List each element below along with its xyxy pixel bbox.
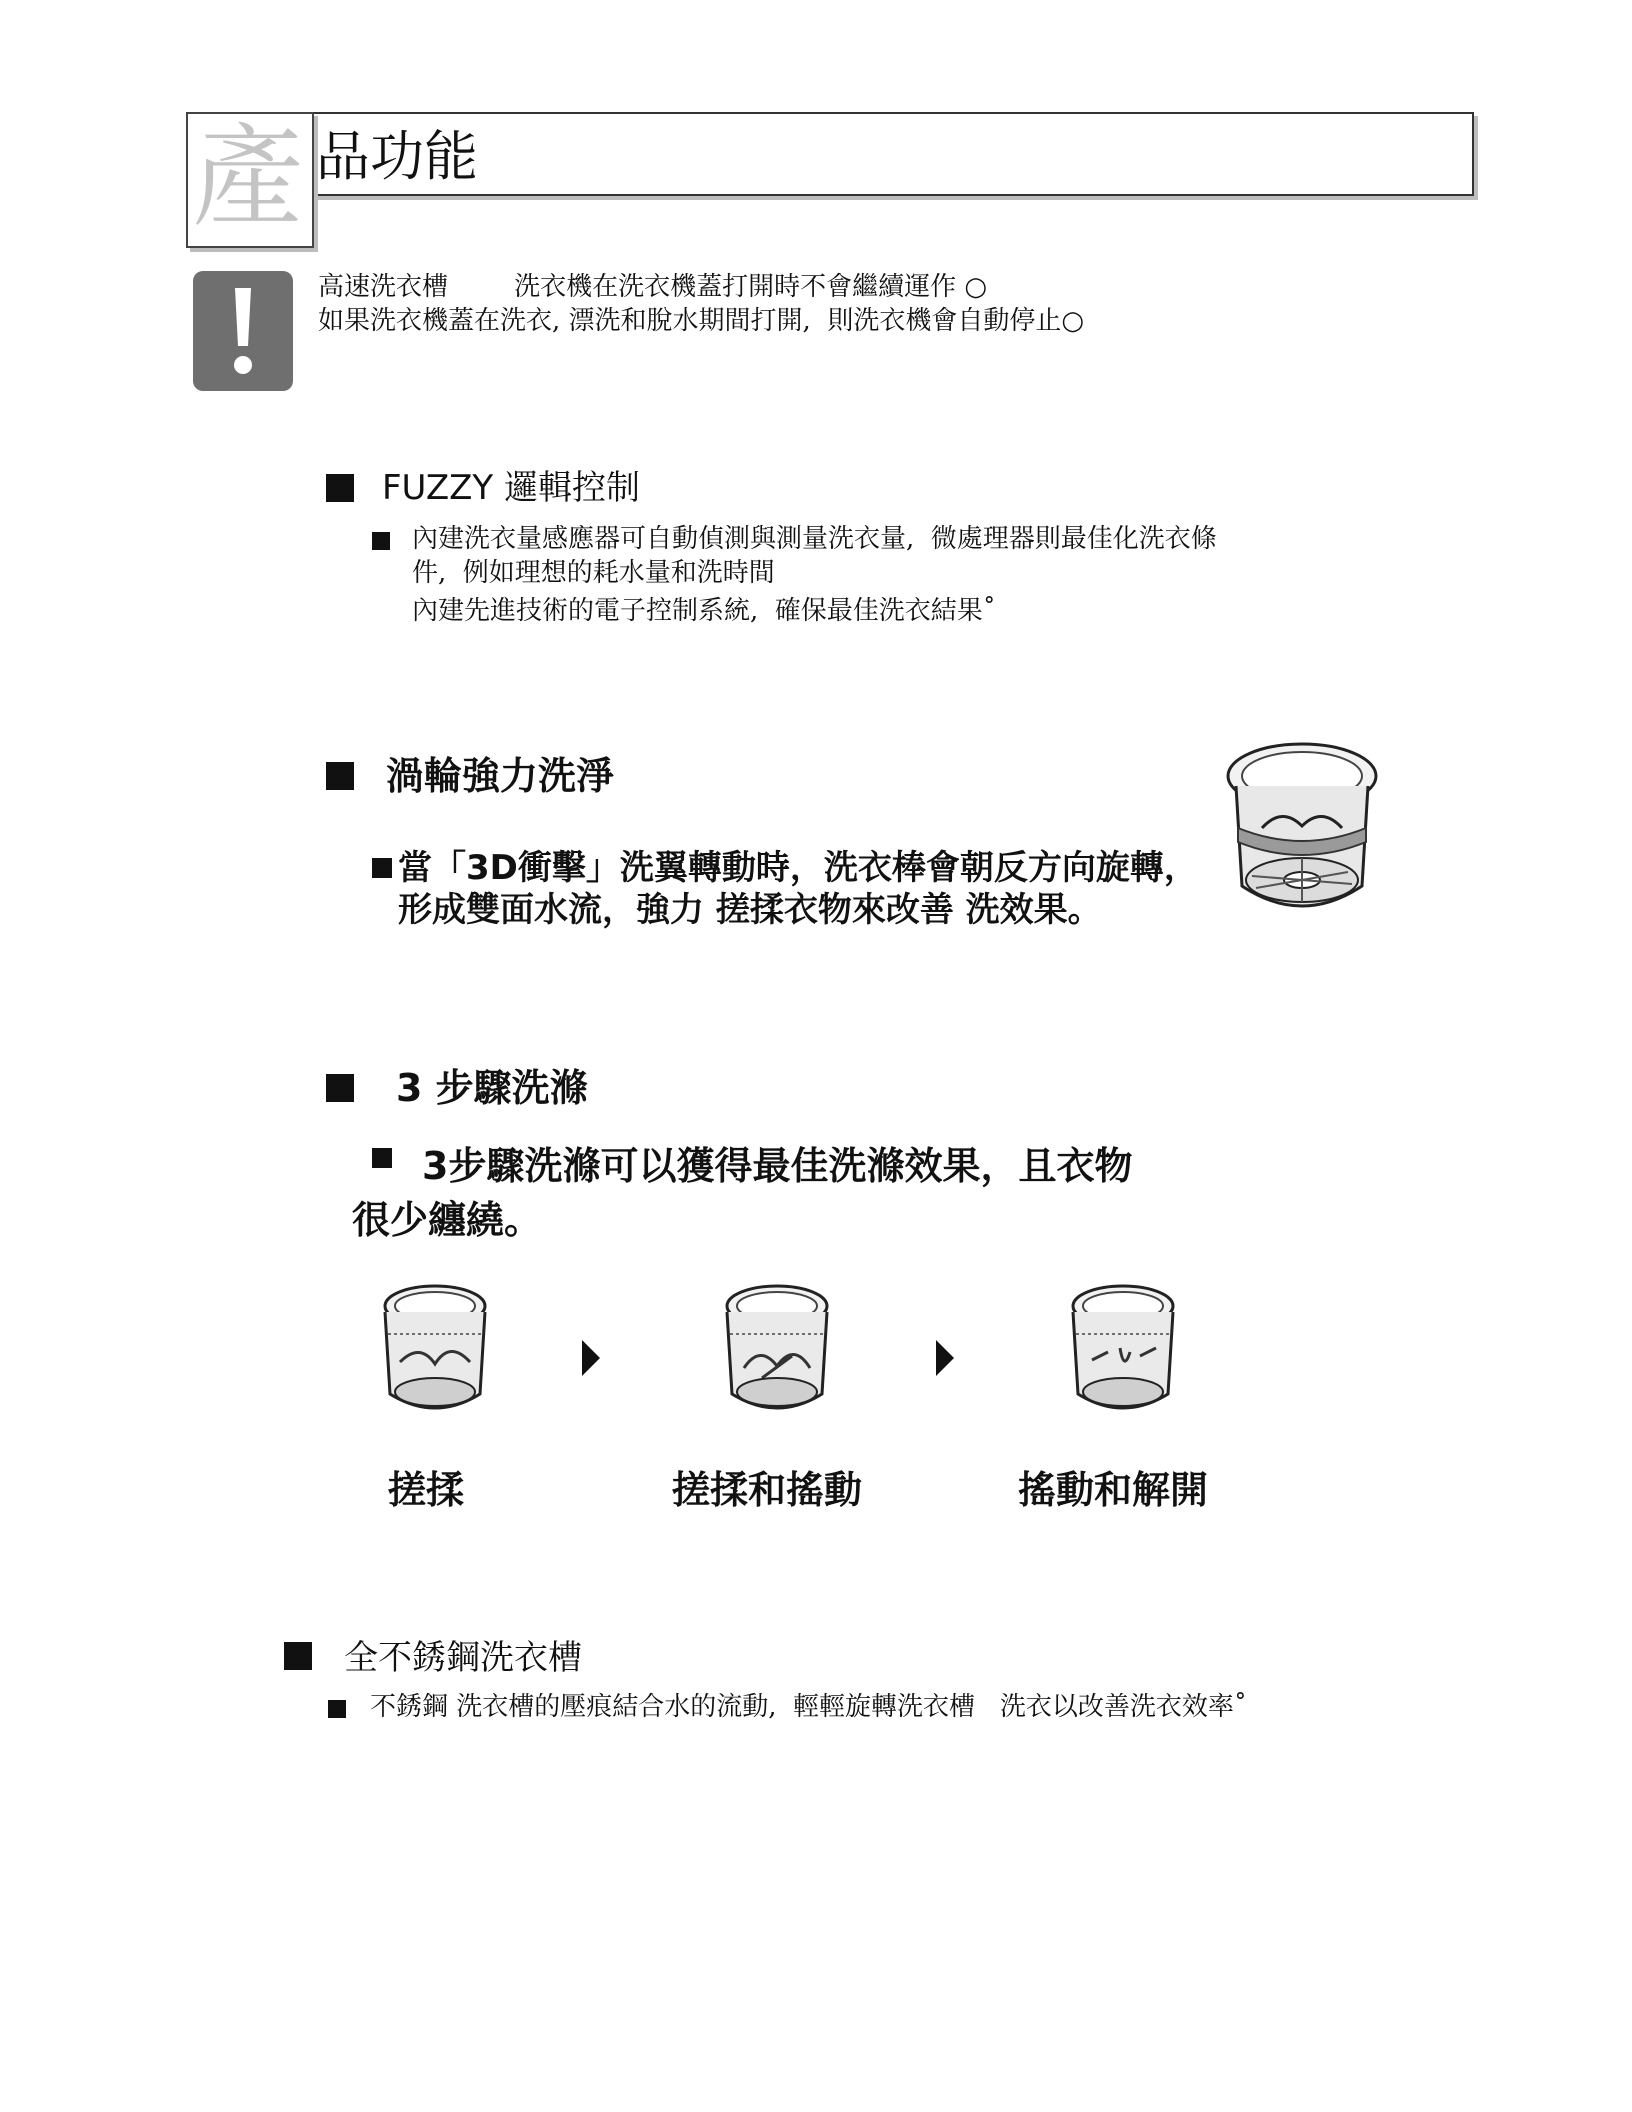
section-bullet xyxy=(326,1074,354,1102)
three-step-line-1: 3步驟洗滌可以獲得最佳洗滌效果，且衣物 xyxy=(422,1144,1133,1188)
warning-line-2: 如果洗衣機蓋在洗衣, 漂洗和脫水期間打開, 則洗衣機會自動停止○ xyxy=(318,306,1085,336)
step-1-drum-illustration xyxy=(380,1282,490,1422)
section-bullet xyxy=(326,474,354,502)
three-step-line-2: 很少纏繞。 xyxy=(352,1198,543,1242)
step-3-drum-illustration xyxy=(1068,1282,1178,1422)
stainless-heading: 全不銹鋼洗衣槽 xyxy=(344,1638,582,1678)
item-bullet xyxy=(372,532,390,550)
section-bullet xyxy=(284,1642,312,1670)
step-arrow-icon xyxy=(936,1340,954,1376)
turbo-line-1: 當「3D衝擊」洗翼轉動時，洗衣棒會朝反方向旋轉， xyxy=(398,848,1198,888)
stainless-line-1: 不銹鋼 洗衣槽的壓痕結合水的流動, 輕輕旋轉洗衣槽 洗衣以改善洗衣效率˚ xyxy=(370,1692,1247,1722)
fuzzy-line-1: 內建洗衣量感應器可自動偵測與測量洗衣量, 微處理器則最佳化洗衣條 xyxy=(412,524,1217,554)
turbo-line-2: 形成雙面水流，強力 搓揉衣物來改善 洗效果。 xyxy=(398,890,1102,930)
title-initial-char: 產 xyxy=(192,113,304,243)
fuzzy-heading: FUZZY 邏輯控制 xyxy=(382,468,641,508)
page-title: 品功能 xyxy=(316,125,478,188)
step-2-drum-illustration xyxy=(722,1282,832,1422)
warning-icon xyxy=(192,270,294,392)
step-1-caption: 搓揉 xyxy=(388,1468,465,1512)
item-bullet xyxy=(328,1700,346,1718)
fuzzy-line-2: 件, 例如理想的耗水量和洗時間 xyxy=(412,558,775,588)
section-bullet xyxy=(326,762,354,790)
step-2-caption: 搓揉和搖動 xyxy=(672,1468,863,1512)
turbo-heading: 渦輪強力洗淨 xyxy=(386,754,615,798)
step-3-caption: 搖動和解開 xyxy=(1018,1468,1209,1512)
three-step-heading: 3 步驟洗滌 xyxy=(396,1066,588,1110)
fuzzy-line-3: 內建先進技術的電子控制系統, 確保最佳洗衣結果˚ xyxy=(412,596,996,626)
warning-line-1: 高速洗衣槽 洗衣機在洗衣機蓋打開時不會繼續運作 ○ xyxy=(318,272,988,302)
step-arrow-icon xyxy=(582,1340,600,1376)
item-bullet xyxy=(372,1148,392,1168)
washtub-illustration xyxy=(1222,736,1382,926)
item-bullet xyxy=(372,858,392,878)
